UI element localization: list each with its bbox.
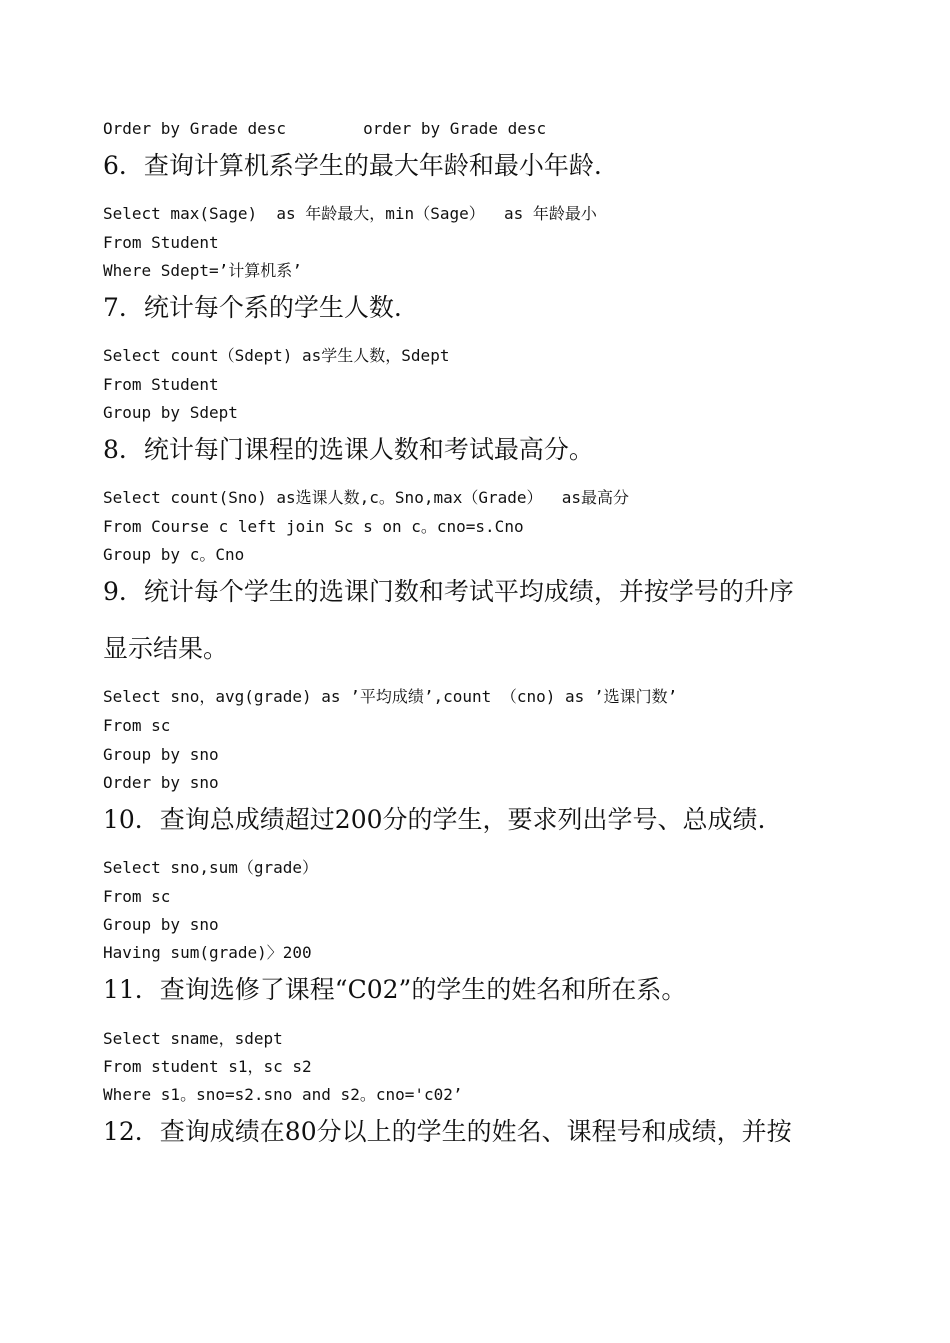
question-heading: 8．统计每门课程的选课人数和考试最高分。 [103,435,594,464]
question-heading: 10．查询总成绩超过200分的学生，要求列出学号、总成绩. [103,805,766,834]
sql-code-line: Group by sno [103,915,219,934]
sql-code-line: Select count(Sno) as选课人数,c。Sno,max（Grade） as最高分 [103,488,630,507]
sql-code-line: From sc [103,716,171,735]
sql-code-line: From sc [103,887,171,906]
sql-code-line: Where Sdept=’计算机系’ [103,261,302,280]
question-heading: 7．统计每个系的学生人数. [103,293,402,322]
sql-code-line: Select sno，avg(grade) as ’平均成绩’,count （cno) as ’选课门数’ [103,687,678,706]
sql-code-line: Select sno,sum（grade） [103,858,319,877]
question-heading: 9．统计每个学生的选课门数和考试平均成绩，并按学号的升序 [103,577,794,606]
question-heading: 11．查询选修了课程“C02”的学生的姓名和所在系。 [103,975,687,1004]
sql-code-line: Order by Grade desc order by Grade desc [103,119,547,138]
sql-code-line: Order by sno [103,773,219,792]
sql-code-line: From Student [103,233,219,252]
sql-code-line: Select count（Sdept) as学生人数，Sdept [103,346,450,365]
question-heading: 12．查询成绩在80分以上的学生的姓名、课程号和成绩，并按 [103,1117,792,1146]
sql-code-line: From student s1，sc s2 [103,1057,312,1076]
sql-code-line: From Student [103,375,219,394]
question-heading: 显示结果。 [103,634,229,663]
sql-code-line: Group by Sdept [103,403,238,422]
sql-code-line: Group by sno [103,745,219,764]
sql-code-line: Where s1。sno=s2.sno and s2。cno='c02’ [103,1085,463,1104]
question-heading: 6．查询计算机系学生的最大年龄和最小年龄. [103,151,602,180]
sql-code-line: From Course c left join Sc s on c。cno=s.Cno [103,517,524,536]
sql-code-line: Group by c。Cno [103,545,245,564]
sql-code-line: Select sname，sdept [103,1029,283,1048]
sql-code-line: Select max(Sage) as 年龄最大，min（Sage） as 年龄最小 [103,204,597,223]
sql-code-line: Having sum(grade)〉200 [103,943,312,962]
